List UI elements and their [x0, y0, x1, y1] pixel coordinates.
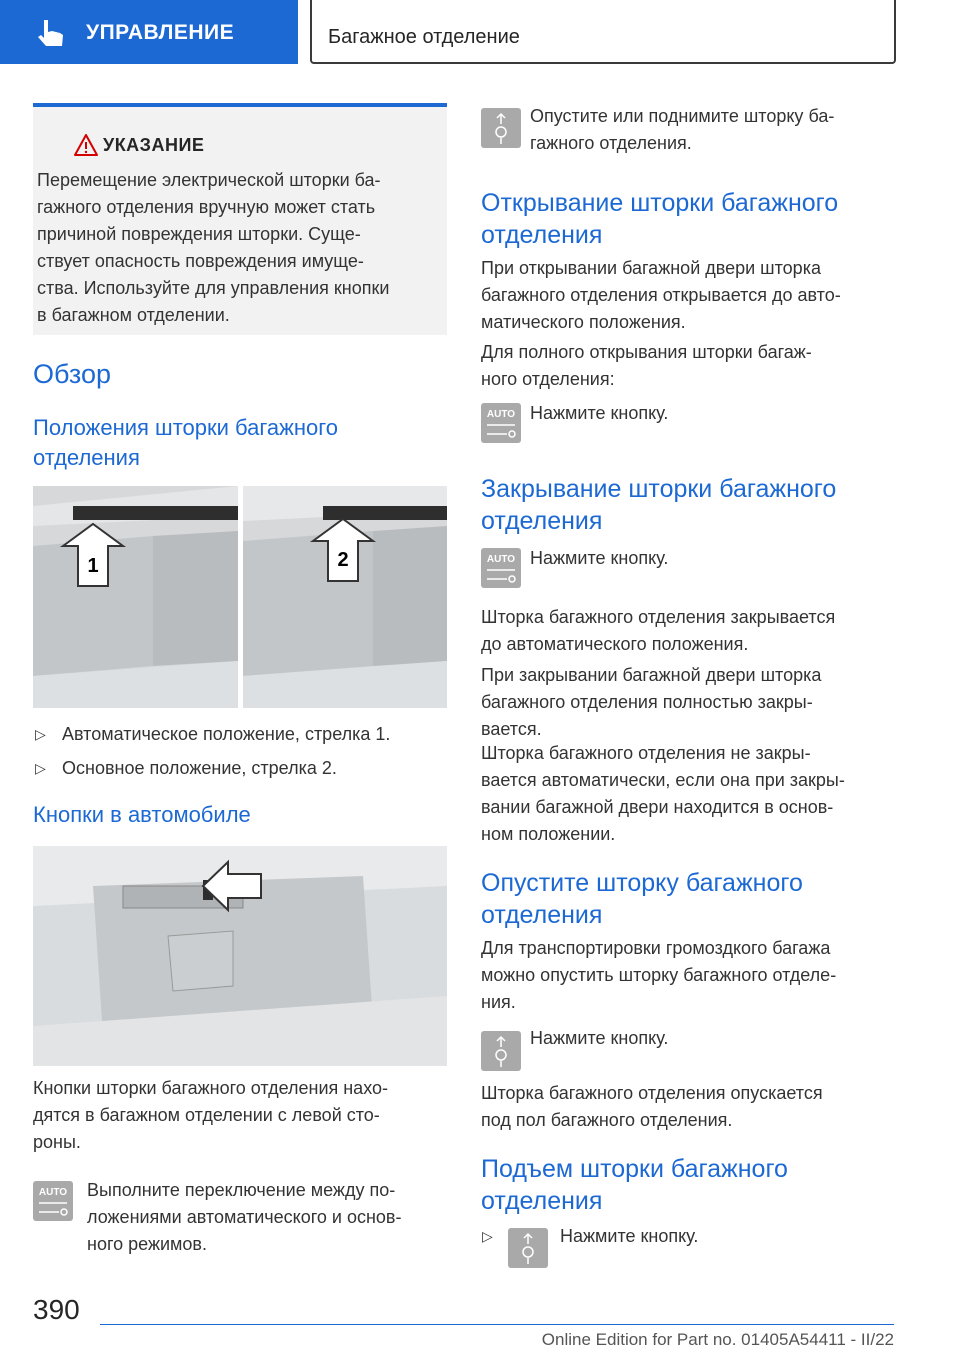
positions-heading: Положения шторки багажного отделения [33, 415, 339, 470]
lower-raise-text: Опустите или поднимите шторку ба- гажного отделения. [530, 106, 835, 153]
close-text-1: Шторка багажного отделения закрывается до автоматического положения. [481, 607, 836, 654]
close-text-2: При закрывании багажной двери шторка багажного отделения полностью закры- вается. [481, 665, 822, 739]
lower-text-2: Шторка багажного отделения опускается под пол багажного отделения. [481, 1083, 823, 1130]
arrow-label-1: 1 [87, 555, 99, 577]
overview-heading: Обзор [33, 359, 111, 389]
lower-raise-button-icon [481, 108, 521, 148]
open-text-2: Для полного открывания шторки багаж- ного отделения: [481, 342, 812, 389]
section-label: УПРАВЛЕНИЕ [86, 21, 235, 44]
lower-raise-button-icon [508, 1228, 548, 1268]
open-text-1: При открывании багажной двери шторка багажного отделения открывается до авто- матического положения. [481, 258, 841, 332]
cover-position-photo-2 [243, 486, 447, 708]
page-number: 390 [33, 1294, 80, 1325]
auto-label: AUTO [486, 409, 516, 420]
trunk-illustration-2 [243, 486, 447, 708]
hand-pointer-icon [30, 16, 70, 50]
auto-button-icon [481, 403, 521, 443]
press-button-text: Нажмите кнопку. [530, 403, 669, 423]
trunk-buttons-illustration [33, 846, 447, 1066]
press-button-text: Нажмите кнопку. [530, 1028, 669, 1048]
section-tab [0, 0, 298, 64]
auto-label: AUTO [38, 1187, 68, 1198]
page-title-box [310, 0, 896, 64]
warning-text: Перемещение электрической шторки ба- гажного отделения вручную может стать причиной повреждения шторки. Суще- ствует опасность повреждения имуще- ства. Используйте для управления кнопки в багажном отделении. [37, 170, 390, 325]
open-heading: Открывание шторки багажного отделения [481, 189, 839, 249]
bullet-item-2: Основное положение, стрелка 2. [62, 758, 337, 778]
buttons-heading: Кнопки в автомобиле [33, 802, 251, 827]
warning-box [33, 103, 447, 335]
trunk-illustration-1 [33, 486, 238, 708]
footer-divider [100, 1324, 894, 1325]
auto-switch-text: Выполните переключение между по- ложениями автоматического и основ- ного режимов. [87, 1180, 402, 1254]
close-text-3: Шторка багажного отделения не закры- вается автоматически, если она при закры- вании багажной двери находится в основ- ном положении. [481, 743, 845, 844]
auto-button-icon [33, 1181, 73, 1221]
auto-button-icon [481, 548, 521, 588]
press-button-text: Нажмите кнопку. [530, 548, 669, 568]
footer-edition: Online Edition for Part no. 01405A54411 - II/22 [541, 1330, 894, 1349]
cover-position-photo-1 [33, 486, 238, 708]
bullet-item-1: Автоматическое положение, стрелка 1. [62, 724, 391, 744]
press-button-text: Нажмите кнопку. [560, 1226, 699, 1246]
warning-triangle-icon [73, 133, 99, 157]
page-title: Багажное отделение [328, 26, 520, 48]
lower-heading: Опустите шторку багажного отделения [481, 869, 803, 929]
bullet-icon: ▷ [35, 760, 46, 776]
close-heading: Закрывание шторки багажного отделения [481, 475, 837, 535]
warning-title: УКАЗАНИЕ [103, 135, 205, 155]
lower-raise-button-icon [481, 1031, 521, 1071]
buttons-location-text: Кнопки шторки багажного отделения нахо- дятся в багажном отделении с левой сто- роны. [33, 1078, 388, 1152]
raise-heading: Подъем шторки багажного отделения [481, 1155, 788, 1215]
auto-label: AUTO [486, 554, 516, 565]
lower-text-1: Для транспортировки громоздкого багажа можно опустить шторку багажного отделе- ния. [481, 938, 837, 1012]
arrow-label-2: 2 [337, 549, 349, 571]
bullet-icon: ▷ [35, 726, 46, 742]
trunk-buttons-photo [33, 846, 447, 1066]
bullet-icon: ▷ [482, 1228, 493, 1244]
